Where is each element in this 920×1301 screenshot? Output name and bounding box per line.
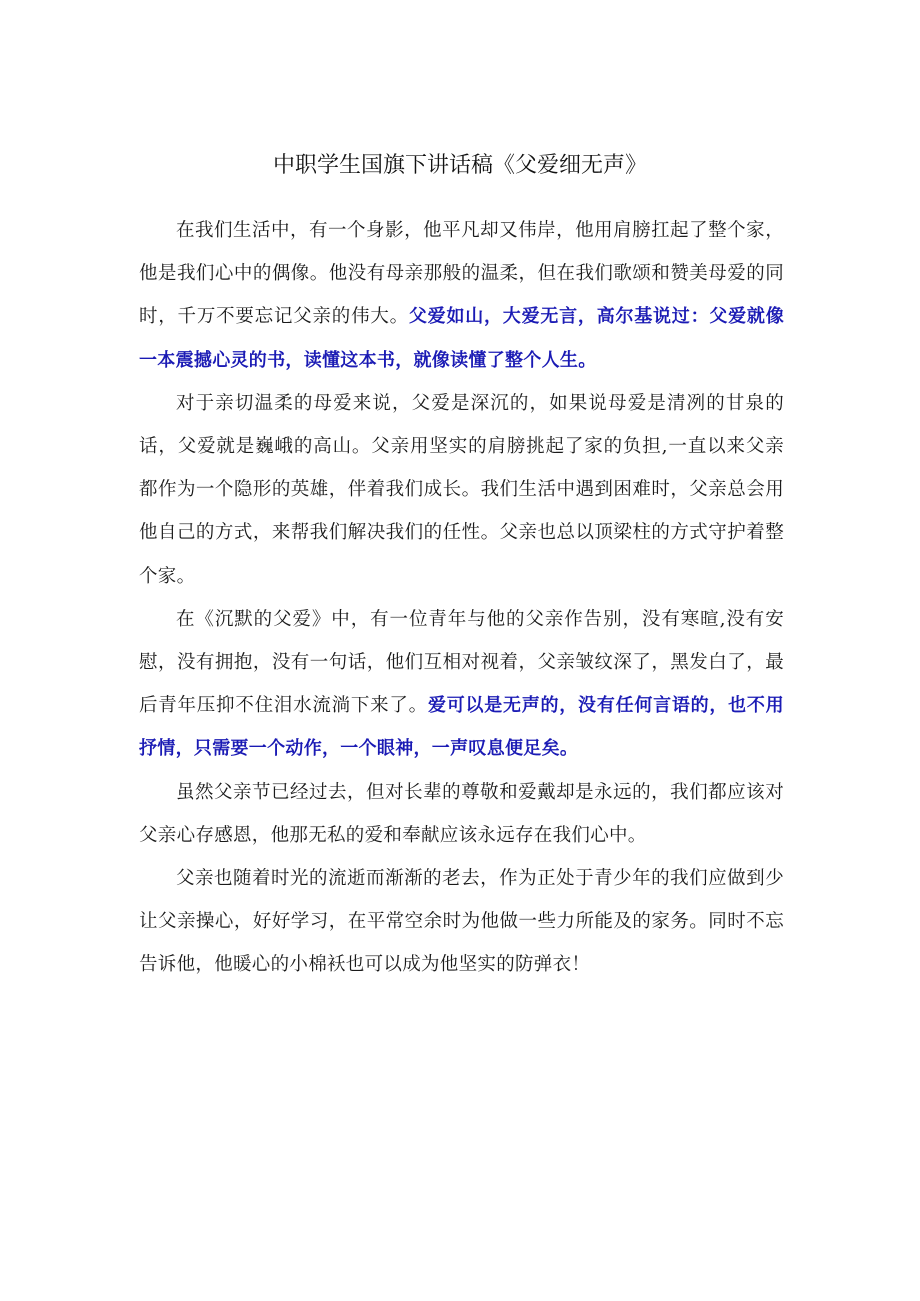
paragraph-2	[139, 382, 784, 598]
paragraph-emphasis: 爱可以是无声的，没有任何言语的，也不用抒情，只需要一个动作，一个眼神，一声叹息便足矣。	[139, 695, 784, 760]
paragraph-text: 在我们生活中，有一个身影，他平凡却又伟岸，他用肩膀扛起了整个家，他是我们心中的偶像。他没有母亲那般的温柔，但在我们歌颂和赞美母爱的同时，千万不要忘记父亲的伟大。	[139, 220, 784, 328]
paragraph-4	[139, 771, 784, 857]
document-body	[139, 209, 784, 987]
document-title: 中职学生国旗下讲话稿《父爱细无声》	[272, 153, 647, 178]
paragraph-text: 在《沉默的父爱》中，有一位青年与他的父亲作告别，没有寒暄,没有安慰，没有拥抱，没有一句话，他们互相对视着，父亲皱纹深了，黑发白了，最后青年压抑不住泪水流淌下来了。	[139, 608, 784, 717]
paragraph-text: 虽然父亲节已经过去，但对长辈的尊敬和爱戴却是永远的，我们都应该对父亲心存感恩，他那无私的爱和奉献应该永远存在我们心中。	[139, 781, 784, 846]
paragraph-text: 对于亲切温柔的母爱来说，父爱是深沉的，如果说母爱是清冽的甘泉的话，父爱就是巍峨的高山。父亲用坚实的肩膀挑起了家的负担,一直以来父亲都作为一个隐形的英雄，伴着我们成长。我们生活中遇到困难时，父亲总会用他自己的方式，来帮我们解决我们的任性。父亲也总以顶梁柱的方式守护着整个家。	[139, 392, 784, 587]
paragraph-5	[139, 857, 784, 987]
paragraph-1	[139, 209, 784, 382]
paragraph-text: 父亲也随着时光的流逝而渐渐的老去，作为正处于青少年的我们应做到少让父亲操心，好好学习，在平常空余时为他做一些力所能及的家务。同时不忘告诉他，他暖心的小棉袄也可以成为他坚实的防弹衣！	[139, 868, 784, 976]
paragraph-3	[139, 598, 784, 771]
paragraph-emphasis: 父爱如山，大爱无言，高尔基说过：父爱就像一本震撼心灵的书，读懂这本书，就像读懂了整个人生。	[139, 306, 784, 371]
